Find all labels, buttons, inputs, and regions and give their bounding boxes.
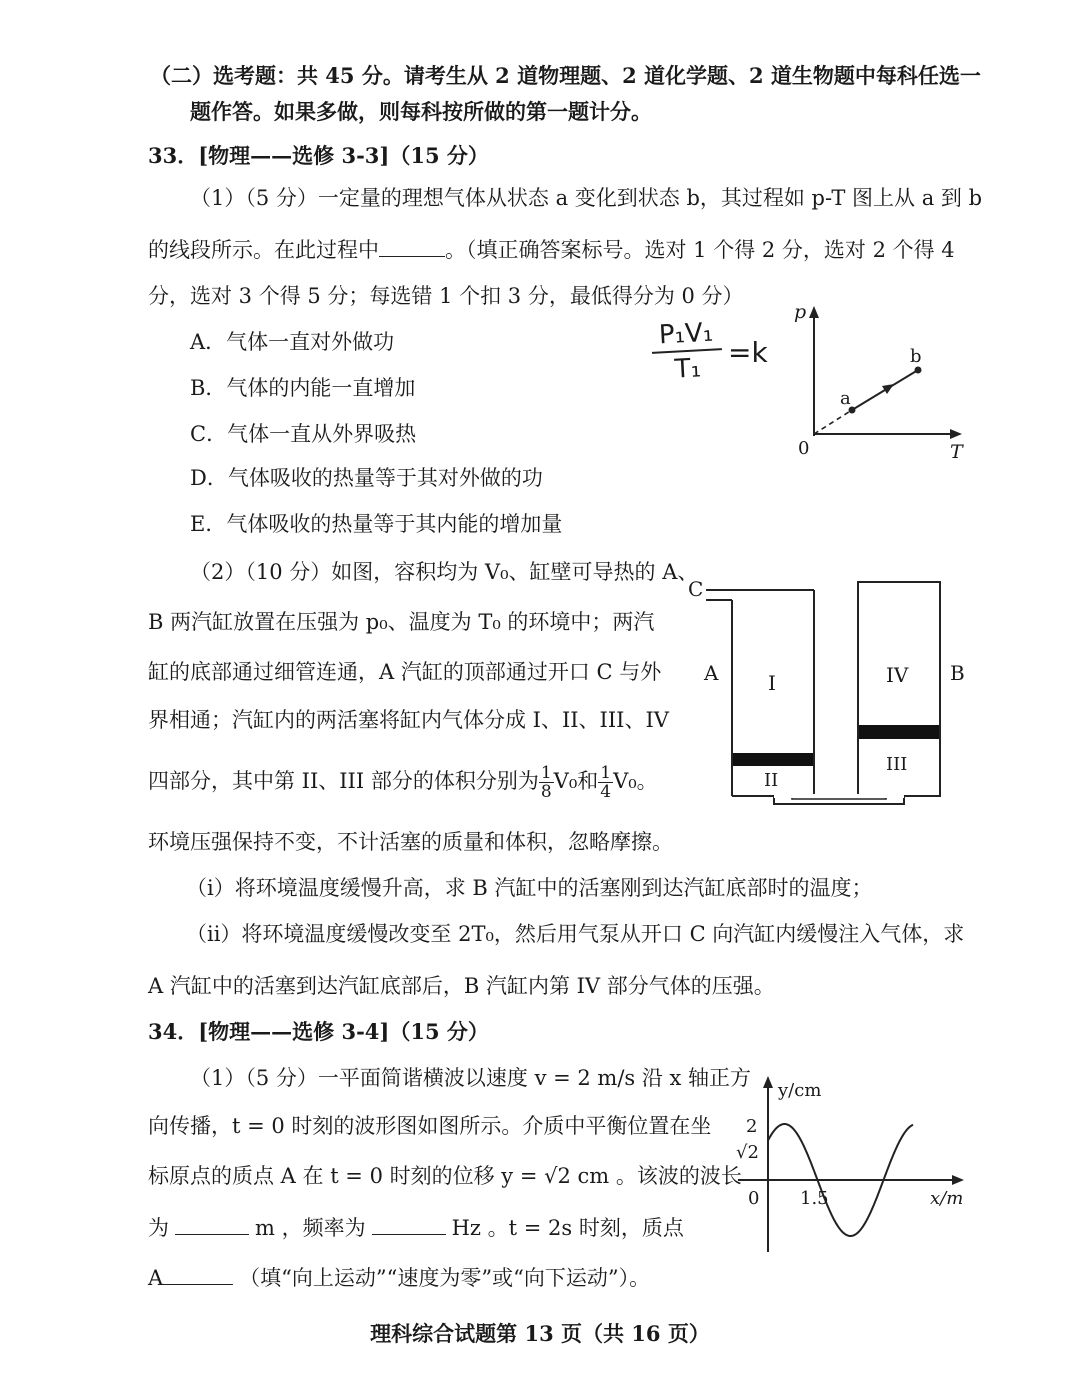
q33-part1-line1: （1）（5 分）一定量的理想气体从状态 a 变化到状态 b，其过程如 p-T 图上从 a 到 b [190,186,983,210]
handwritten-denominator: T₁ [673,353,702,385]
q33-part1-line3: 分，选对 3 个得 5 分；每选错 1 个扣 3 分，最低得分为 0 分） [148,284,744,308]
y-tick-sqrt2: √2 [736,1142,759,1163]
q34-line2: 向传播，t = 0 时刻的波形图如图所示。介质中平衡位置在坐 [148,1114,712,1138]
option-c: C．气体一直从外界吸热 [190,422,417,446]
x-axis-arrow-icon [952,1175,964,1185]
q33-part2-line6: 环境压强保持不变，不计活塞的质量和体积，忽略摩擦。 [148,830,673,854]
frac2-denominator: 4 [600,782,612,802]
page-footer: 理科综合试题第 13 页（共 16 页） [370,1321,710,1346]
v0-symbol: V₀ [553,769,578,793]
q33-part1-line2-a: 的线段所示。在此过程中 [148,238,379,262]
q33-sub-i: （i）将环境温度缓慢升高，求 B 汽缸中的活塞刚到达汽缸底部时的温度； [186,876,873,900]
fraction-one-quarter [598,764,613,801]
q33-title: 33．[物理——选修 3-3]（15 分） [148,143,489,168]
q33-part2-line3: 缸的底部通过细管连通，A 汽缸的顶部通过开口 C 与外 [148,660,662,684]
x-tick-1-5: 1.5 [800,1188,829,1209]
frac1-numerator: 1 [540,763,552,783]
q33-part1-line2 [148,236,955,264]
q34-line5 [148,1264,650,1292]
section-header-line2: 题作答。如果多做，则每科按所做的第一题计分。 [190,99,652,124]
label-region-i: I [768,671,776,695]
q34-line3: 标原点的质点 A 在 t = 0 时刻的位移 y = √2 cm 。该波的波长 [148,1164,742,1188]
q34-line4-a: 为 [148,1216,169,1240]
label-region-iii: III [886,754,908,775]
label-region-iv: IV [886,663,909,687]
origin-label: 0 [798,438,810,459]
frac1-denominator: 8 [540,782,552,802]
label-region-ii: II [764,770,779,791]
handwritten-note [650,316,723,388]
q34-line5-b: （填“向上运动”“速度为零”或“向下运动”）。 [239,1266,651,1290]
fraction-one-eighth [539,764,554,801]
origin-zero: 0 [748,1188,760,1209]
handwritten-rhs: =k [728,336,768,369]
q33-part2-line5-a: 四部分，其中第 II、III 部分的体积分别为 [148,769,539,793]
cylinder-figure [688,570,978,815]
q34-line1: （1）（5 分）一平面简谐横波以速度 v = 2 m/s 沿 x 轴正方 [190,1066,752,1090]
y-axis-label: y/cm [778,1080,822,1101]
q34-line4 [148,1214,684,1242]
and-word: 和 [577,769,599,793]
frac2-numerator: 1 [600,763,612,783]
process-arrow-icon [882,384,894,394]
p-axis-label: p [794,301,807,323]
q34-line4-c: Hz 。t = 2s 时刻，质点 [451,1216,684,1240]
q34-line4-b: m ，频率为 [255,1216,366,1240]
option-e: E．气体吸收的热量等于其内能的增加量 [190,512,563,536]
y-tick-2: 2 [746,1116,758,1137]
dashed-extension [814,410,852,434]
label-cylinder-b: B [950,661,965,685]
q33-part1-line2-b: 。（填正确答案标号。选对 1 个得 2 分，选对 2 个得 4 [445,238,955,262]
label-b: b [910,346,922,367]
p-t-graph [790,300,970,465]
q33-part2-line4: 界相通；汽缸内的两活塞将缸内气体分成 I、II、III、IV [148,708,669,732]
option-a: A．气体一直对外做功 [190,330,395,354]
section-header-line1: （二）选考题：共 45 分。请考生从 2 道物理题、2 道化学题、2 道生物题中每科任选一 [150,63,981,88]
option-b: B．气体的内能一直增加 [190,376,416,400]
label-a: a [840,388,851,409]
piston-a [733,753,813,766]
option-d: D．气体吸收的热量等于其对外做的功 [190,466,543,490]
answer-blank-wavelength[interactable] [175,1214,249,1235]
answer-blank-q33-1[interactable] [379,236,445,257]
state-b-point [915,367,922,374]
q34-title: 34．[物理——选修 3-4]（15 分） [148,1019,489,1044]
q34-line5-a: A [148,1266,164,1290]
y-axis-arrow-icon [763,1076,773,1088]
piston-b [859,725,939,739]
answer-blank-motion[interactable] [163,1264,233,1285]
t-axis-arrow-icon [950,429,962,439]
q33-part2-line5-end: V₀。 [613,769,658,793]
t-axis-label: T [950,441,963,463]
tube-gap [774,794,904,798]
label-c: C [688,577,704,601]
q33-part2-line5 [148,764,658,801]
wave-graph [730,1070,980,1260]
label-cylinder-a: A [704,661,719,685]
answer-blank-frequency[interactable] [372,1214,446,1235]
q33-part2-line2: B 两汽缸放置在压强为 p₀、温度为 T₀ 的环境中；两汽 [148,610,655,634]
p-axis-arrow-icon [809,306,819,318]
q33-part2-line1: （2）（10 分）如图，容积均为 V₀、缸壁可导热的 A、 [190,560,699,584]
x-axis-label: x/m [930,1188,964,1209]
q33-sub-ii-line2: A 汽缸中的活塞到达汽缸底部后，B 汽缸内第 IV 部分气体的压强。 [148,974,775,998]
q33-sub-ii-line1: （ii）将环境温度缓慢改变至 2T₀，然后用气泵从开口 C 向汽缸内缓慢注入气体，求 [186,922,965,946]
handwritten-numerator: P₁V₁ [650,316,722,354]
